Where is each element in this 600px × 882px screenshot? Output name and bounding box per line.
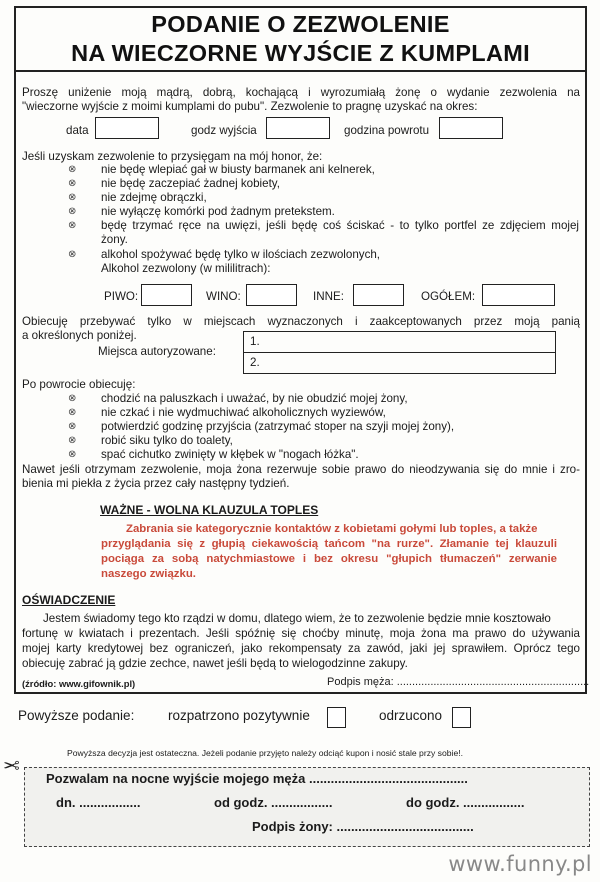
- source-note: (źródło: www.gifownik.pl): [22, 678, 136, 689]
- oplus-icon: ⊗: [68, 393, 77, 404]
- wine-input-box[interactable]: [246, 284, 297, 306]
- topless-heading: WAŻNE - WOLNA KLAUZULA TOPLES: [100, 503, 319, 517]
- coupon-from-field: od godz. .................: [214, 795, 333, 810]
- return-item: potwierdzić godzinę przyjścia (zatrzymać stoper na szyji mojej żony),: [101, 420, 455, 433]
- oplus-icon: ⊗: [68, 435, 77, 446]
- title-line-2: NA WIECZORNE WYJŚCIE Z KUMPLAMI: [71, 40, 530, 66]
- return-intro: Po powrocie obiecuję:: [22, 378, 136, 391]
- oath-intro: Jeśli uzyskam zezwolenie to przysięgam na mój honor, że:: [22, 150, 323, 163]
- other-label: INNE:: [313, 290, 344, 303]
- exit-time-input-box[interactable]: [266, 117, 330, 139]
- topless-line-1: Zabrania sie kategorycznie kontaktów z kobietami gołymi lub toples, a także: [126, 523, 538, 535]
- exit-time-label: godz wyjścia: [191, 124, 257, 137]
- declaration-line-3: mojej karty kredytowej bez ograniczeń, jako rekompensaty za zawód, jaki jej sprawiłem. Oprócz tego: [22, 642, 580, 655]
- oath-item: będę trzymać ręce na uwięzi, jeśli będę coś ściskać - to tylko portfel ze zdjęciem mojej: [101, 219, 579, 232]
- intro-line-1: Proszę uniżenie moją mądrą, dobrą, kochającą i wyrozumiałą żonę o wydanie zezwolenia na: [22, 86, 580, 99]
- return-time-input-box[interactable]: [439, 117, 503, 139]
- oplus-icon: ⊗: [68, 421, 77, 432]
- oplus-icon: ⊗: [68, 220, 77, 231]
- oplus-icon: ⊗: [68, 192, 77, 203]
- topless-line-2: przyglądania się z głupią ciekawością tańcom "na rurze". Złamanie tej klauzuli: [101, 538, 557, 550]
- date-input-box[interactable]: [95, 117, 159, 139]
- topless-line-4: naszego związku.: [101, 568, 196, 580]
- authorized-places-table: [243, 331, 556, 374]
- places-promise-line-1: Obiecuję przebywać tylko w miejscach wyznaczonych i zaakceptowanych przez moją panią: [22, 315, 580, 328]
- oplus-icon: ⊗: [68, 249, 77, 260]
- return-time-label: godzina powrotu: [344, 124, 430, 137]
- declaration-heading: OŚWIADCZENIE: [22, 593, 116, 607]
- declaration-line-1: Jestem świadomy tego kto rządzi w domu, dlatego wiem, że to zezwolenie będzie mnie kosztowało: [43, 612, 551, 625]
- title-divider: [14, 70, 587, 72]
- total-label: OGÓŁEM:: [421, 290, 476, 303]
- watermark: www.funny.pl: [448, 852, 592, 876]
- positive-checkbox[interactable]: [327, 707, 346, 728]
- oath-item: alkohol spożywać będę tylko w ilościach zezwolonych,: [101, 248, 381, 261]
- total-input-box[interactable]: [482, 284, 555, 306]
- oath-item: nie wyłączę komórki pod żadnym pretekstem.: [101, 205, 335, 218]
- scissors-icon: ✂: [3, 753, 20, 775]
- places-label: Miejsca autoryzowane:: [98, 345, 216, 358]
- oplus-icon: ⊗: [68, 449, 77, 460]
- oplus-icon: ⊗: [68, 164, 77, 175]
- return-note-line-2: bienia mi piekła z życia przez cały następny tydzień.: [22, 477, 290, 490]
- husband-signature-line: Podpis męża: ...............................................................: [327, 676, 590, 688]
- beer-input-box[interactable]: [141, 284, 192, 306]
- date-label: data: [66, 124, 89, 137]
- return-item: nie czkać i nie wydmuchiwać alkoholicznych wyziewów,: [101, 406, 386, 419]
- other-input-box[interactable]: [353, 284, 404, 306]
- oath-item: nie będę wlepiać gał w biusty barmanek ani kelnerek,: [101, 163, 375, 176]
- decision-positive-label: rozpatrzono pozytywnie: [168, 708, 310, 723]
- oath-item-continued: Alkohol zezwolony (w mililitrach):: [101, 262, 271, 275]
- coupon-permission-line: Pozwalam na nocne wyjście mojego męża ............................................: [46, 771, 468, 786]
- return-item: spać cichutko zwinięty w kłębek w "nogach łóżka".: [101, 448, 359, 461]
- declaration-line-2: fortunę w kwiatach i prezentach. Jeśli spóźnię się choćby minutę, moja żona ma prawo do używania: [22, 627, 580, 640]
- authorized-place-row-1[interactable]: 1.: [244, 332, 555, 353]
- title-line-1: PODANIE O ZEZWOLENIE: [151, 11, 450, 37]
- return-item: chodzić na paluszkach i uważać, by nie obudzić mojej żony,: [101, 392, 408, 405]
- return-note-line-1: Nawet jeśli otrzymam zezwolenie, moja żona rezerwuje sobie prawo do nieodzywania się do mnie i zro-: [22, 463, 580, 476]
- form-title: [14, 10, 587, 68]
- decision-label: Powyższe podanie:: [18, 708, 135, 723]
- oath-item: nie będę zaczepiać żadnej kobiety,: [101, 177, 280, 190]
- oath-item: nie zdejmę obrączki,: [101, 191, 207, 204]
- decision-rejected-label: odrzucono: [379, 708, 443, 723]
- intro-line-2: "wieczorne wyjście z moimi kumplami do pubu". Zezwolenie to pragnę uzyskać na okres:: [22, 100, 478, 113]
- coupon-day-field: dn. .................: [56, 795, 141, 810]
- oplus-icon: ⊗: [68, 206, 77, 217]
- return-item: robić siku tylko do toalety,: [101, 434, 233, 447]
- authorized-place-row-2[interactable]: 2.: [250, 355, 260, 369]
- decision-note: Powyższa decyzja jest ostateczna. Jeżeli podanie przyjęto należy odciąć kupon i nosić stale przy sobie!.: [67, 748, 463, 758]
- coupon-to-field: do godz. .................: [406, 795, 525, 810]
- beer-label: PIWO:: [104, 290, 139, 303]
- rejected-checkbox[interactable]: [452, 707, 471, 728]
- oplus-icon: ⊗: [68, 407, 77, 418]
- oath-item-continued: żony.: [101, 233, 128, 246]
- wine-label: WINO:: [206, 290, 241, 303]
- declaration-line-4: obiecuję zabrać ją gdzie zechce, nawet jeśli będą to wielogodzinne zakupy.: [22, 657, 408, 670]
- topless-line-3: pociąga za sobą natychmiastowe i bez okresu "głupich tłumaczeń" zerwanie: [101, 553, 557, 565]
- places-promise-line-2: a określonych poniżej.: [22, 329, 137, 342]
- oplus-icon: ⊗: [68, 178, 77, 189]
- wife-signature-line: Podpis żony: ......................................: [252, 819, 474, 834]
